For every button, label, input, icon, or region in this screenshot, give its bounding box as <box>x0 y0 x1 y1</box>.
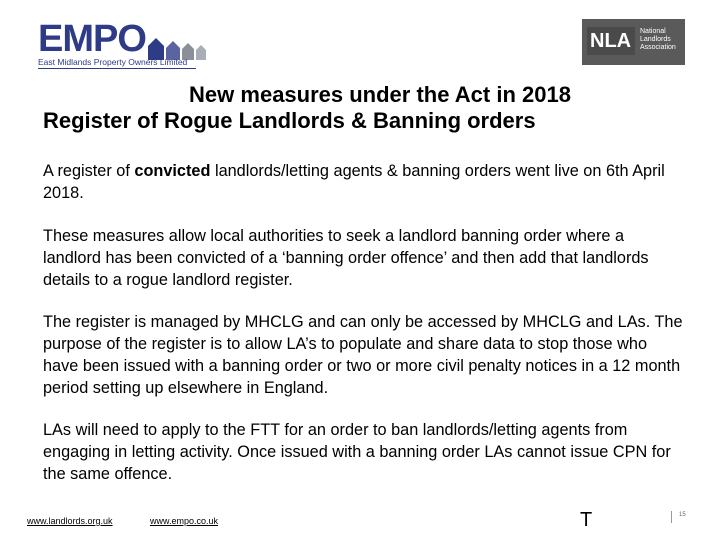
empo-logo-word: EMPO <box>38 18 146 60</box>
footer-letter: T <box>580 509 593 531</box>
footer-divider <box>671 511 672 523</box>
paragraph-text: A register of <box>43 162 135 180</box>
emphasis-text: convicted <box>134 162 211 180</box>
empo-rule <box>38 68 196 69</box>
nla-name-line: National <box>640 28 666 35</box>
paragraph-register <box>43 160 683 204</box>
empo-link[interactable]: www.empo.co.uk <box>150 516 219 526</box>
empo-tagline: East Midlands Property Owners Limited <box>38 57 188 67</box>
nla-name-line: Association <box>640 44 676 51</box>
nla-mark: NLA <box>590 30 632 52</box>
paragraph-mhclg: The register is managed by MHCLG and can only be accessed by MHCLG and LAs. The purpose of the register is to allow LA’s to populate and share data to stop those who have been issued with a banning order or two or more civil penalty notices in a 12 month period setting up elsewhere in England. <box>43 313 683 397</box>
nla-name <box>640 28 676 52</box>
title-line-1: New measures under the Act in 2018 <box>189 82 571 107</box>
page-number: 15 <box>679 512 686 518</box>
landlords-link[interactable]: www.landlords.org.uk <box>27 516 113 526</box>
nla-name-line: Landlords <box>640 36 671 43</box>
title-line-2: Register of Rogue Landlords & Banning orders <box>43 108 536 133</box>
paragraph-text: landlords/letting agents & banning orders went live on 6th April 2018. <box>43 162 665 202</box>
slide-title <box>40 82 680 134</box>
paragraph-ftt: LAs will need to apply to the FTT for an order to ban landlords/letting agents from engaging in letting activity. Once issued with a banning order LAs cannot issue CPN for the same offence. <box>43 421 671 483</box>
nla-logo <box>582 19 685 65</box>
paragraph-measures: These measures allow local authorities to seek a landlord banning order where a landlord has been convicted of a ‘banning order offence’ and then add that landlords details to a rogue landlord register. <box>43 227 649 289</box>
empo-logo <box>38 20 208 70</box>
